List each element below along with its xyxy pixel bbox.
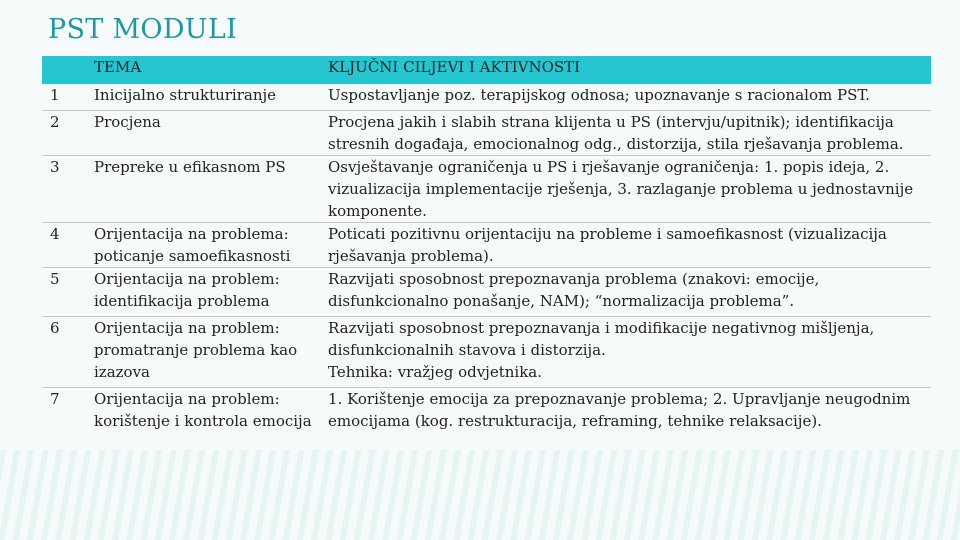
row-goals: Uspostavljanje poz. terapijskog odnosa; upoznavanje s racionalom PST. (328, 86, 870, 104)
modules-table (42, 56, 931, 454)
row-topic: Orijentacija na problem: promatranje problema kao izazova (94, 319, 298, 381)
row-goals: Razvijati sposobnost prepoznavanja problema (znakovi: emocije, disfunkcionalno ponašanje, NAM); “normalizacija problema”. (328, 270, 820, 310)
table-row (42, 111, 931, 156)
row-goals-cell (320, 317, 931, 388)
row-number: 5 (50, 270, 60, 288)
background-texture (0, 450, 960, 540)
table-row (42, 84, 931, 111)
row-number: 7 (50, 390, 60, 408)
row-goals-technique: Tehnika: vražjeg odvjetnika. (328, 363, 542, 381)
row-number: 2 (50, 113, 60, 131)
table-row (42, 156, 931, 223)
table-row (42, 268, 931, 317)
row-topic: Orijentacija na problem: korištenje i kontrola emocija (94, 390, 312, 430)
row-number: 4 (50, 225, 60, 243)
header-goals: KLJUČNI CILJEVI I AKTIVNOSTI (328, 58, 581, 76)
row-goals: Razvijati sposobnost prepoznavanja i modifikacije negativnog mišljenja, disfunkcionalnih stavova i distorzija. (328, 319, 875, 359)
row-goals: Poticati pozitivnu orijentaciju na probleme i samoefikasnost (vizualizacija rješavanja problema). (328, 225, 887, 265)
row-number: 6 (50, 319, 60, 337)
row-topic: Inicijalno strukturiranje (94, 86, 277, 104)
page-title: PST MODULI (48, 14, 238, 45)
row-goals: 1. Korištenje emocija za prepoznavanje problema; 2. Upravljanje neugodnim emocijama (kog. restrukturacija, reframing, tehnike relaksacije). (328, 390, 911, 430)
row-goals: Procjena jakih i slabih strana klijenta u PS (intervju/upitnik); identifikacija stresnih događaja, emocionalnog odg., distorzija, stila rješavanja problema. (328, 113, 904, 153)
table-row (42, 317, 931, 388)
row-topic: Prepreke u efikasnom PS (94, 158, 286, 176)
table-row (42, 388, 931, 455)
row-topic: Orijentacija na problema: poticanje samoefikasnosti (94, 225, 291, 265)
row-goals: Osvještavanje ograničenja u PS i rješavanje ograničenja: 1. popis ideja, 2. vizualizacija implementacije rješenja, 3. razlaganje problema u jednostavnije komponente. (328, 158, 914, 220)
row-topic: Procjena (94, 113, 161, 131)
table-row (42, 223, 931, 268)
row-topic: Orijentacija na problem: identifikacija problema (94, 270, 280, 310)
header-topic: TEMA (94, 58, 142, 76)
table-header-row (42, 56, 931, 84)
row-number: 1 (50, 86, 60, 104)
row-number: 3 (50, 158, 60, 176)
header-number (42, 56, 86, 84)
